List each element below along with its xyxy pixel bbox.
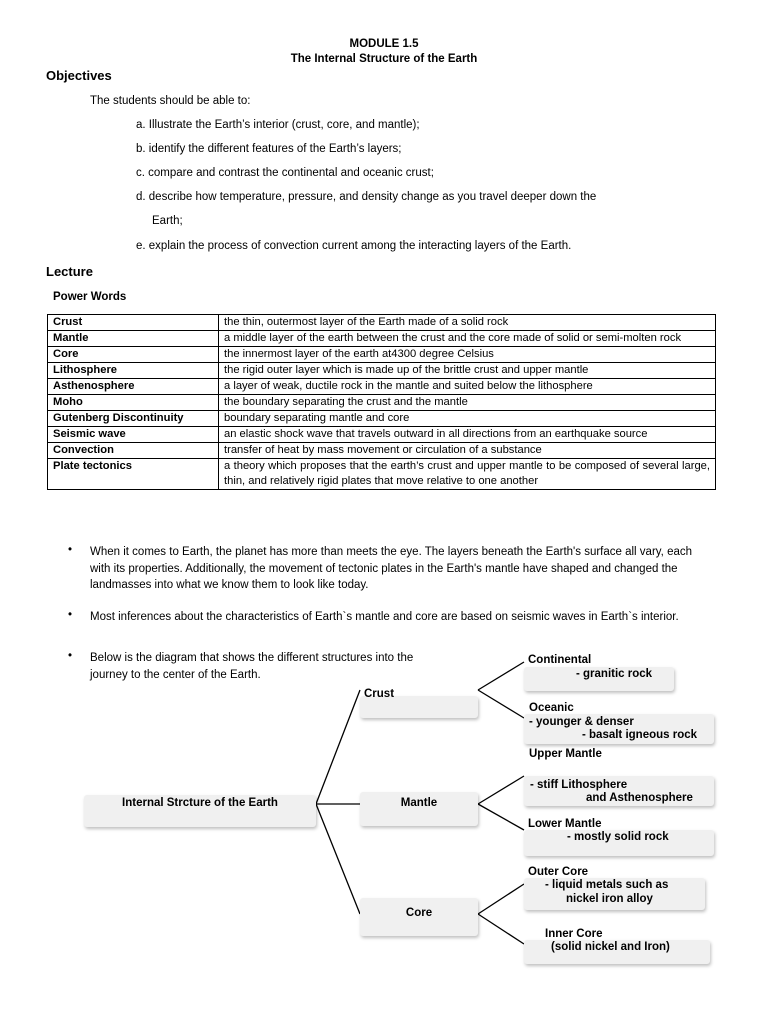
outer-core-title: Outer Core (528, 866, 589, 878)
term-cell: Asthenosphere (48, 379, 219, 395)
crust-node-label: Crust (364, 688, 395, 700)
mantle-node-label: Mantle (400, 797, 438, 809)
outer-core-detail-2: nickel iron alloy (566, 893, 653, 905)
term-cell: Gutenberg Discontinuity (48, 411, 219, 427)
upper-mantle-detail-1: - stiff Lithosphere (530, 779, 628, 791)
definition-cell: a theory which proposes that the earth’s crust and upper mantle to be composed of several large, thin, and relatively rigid plates that move relative to one another (219, 459, 716, 490)
bullet-icon: • (68, 609, 73, 621)
objectives-heading: Objectives (46, 68, 112, 83)
term-cell: Plate tectonics (48, 459, 219, 490)
objective-c: c. compare and contrast the continental and oceanic crust; (136, 167, 434, 179)
objective-a: a. Illustrate the Earth’s interior (crust, core, and mantle); (136, 119, 420, 131)
term-cell: Core (48, 347, 219, 363)
definition-cell: boundary separating mantle and core (219, 411, 716, 427)
definition-cell: the innermost layer of the earth at4300 degree Celsius (219, 347, 716, 363)
upper-mantle-title: Upper Mantle (529, 748, 602, 760)
inner-core-title: Inner Core (545, 928, 603, 940)
bullet-icon: • (68, 650, 73, 662)
bullet-paragraph-2: Most inferences about the characteristics of Earth`s mantle and core are based on seismic waves in Earth`s interior. (90, 611, 679, 623)
definition-cell: a middle layer of the earth between the crust and the core made of solid or semi-molten rock (219, 331, 716, 347)
objective-d-continued: Earth; (152, 215, 183, 227)
term-cell: Lithosphere (48, 363, 219, 379)
continental-title: Continental (528, 654, 592, 666)
definition-cell: the rigid outer layer which is made up of the brittle crust and upper mantle (219, 363, 716, 379)
lower-mantle-detail: - mostly solid rock (567, 831, 669, 843)
bullet-icon: • (68, 544, 73, 556)
term-cell: Seismic wave (48, 427, 219, 443)
bullet-paragraph-1: When it comes to Earth, the planet has more than meets the eye. The layers beneath the Earth's surface all vary, each with its properties. Additionally, the movement of tectonic plates in the Earth's mantle have shaped and changed the landmasses into what we know them to look like today. (90, 546, 693, 591)
oceanic-title: Oceanic (529, 702, 574, 714)
definition-cell: transfer of heat by mass movement or circulation of a substance (219, 443, 716, 459)
definition-cell: the boundary separating the crust and the mantle (219, 395, 716, 411)
term-cell: Convection (48, 443, 219, 459)
definition-cell: a layer of weak, ductile rock in the mantle and suited below the lithosphere (219, 379, 716, 395)
bullet-paragraph-3: Below is the diagram that shows the different structures into the journey to the center of the Earth. (90, 652, 414, 681)
continental-detail: - granitic rock (576, 668, 653, 680)
objective-e: e. explain the process of convection current among the interacting layers of the Earth. (136, 240, 572, 252)
objectives-intro: The students should be able to: (90, 95, 251, 107)
root-node-label: Internal Strcture of the Earth (122, 797, 278, 809)
objective-d: d. describe how temperature, pressure, and density change as you travel deeper down the (136, 191, 597, 203)
upper-mantle-detail-2: and Asthenosphere (586, 792, 693, 804)
outer-core-detail-1: - liquid metals such as (545, 879, 669, 891)
objective-b: b. identify the different features of the Earth’s layers; (136, 143, 402, 155)
lecture-heading: Lecture (46, 264, 93, 279)
oceanic-detail-2: - basalt igneous rock (582, 729, 698, 741)
page-title: The Internal Structure of the Earth (290, 53, 478, 65)
definition-cell: an elastic shock wave that travels outward in all directions from an earthquake source (219, 427, 716, 443)
term-cell: Moho (48, 395, 219, 411)
power-words-heading: Power Words (53, 291, 127, 303)
term-cell: Mantle (48, 331, 219, 347)
core-node-label: Core (405, 907, 433, 919)
term-cell: Crust (48, 315, 219, 331)
oceanic-detail-1: - younger & denser (529, 716, 634, 728)
definition-cell: the thin, outermost layer of the Earth made of a solid rock (219, 315, 716, 331)
module-number: MODULE 1.5 (349, 38, 419, 50)
lower-mantle-title: Lower Mantle (528, 818, 602, 830)
inner-core-detail: (solid nickel and Iron) (551, 941, 670, 953)
